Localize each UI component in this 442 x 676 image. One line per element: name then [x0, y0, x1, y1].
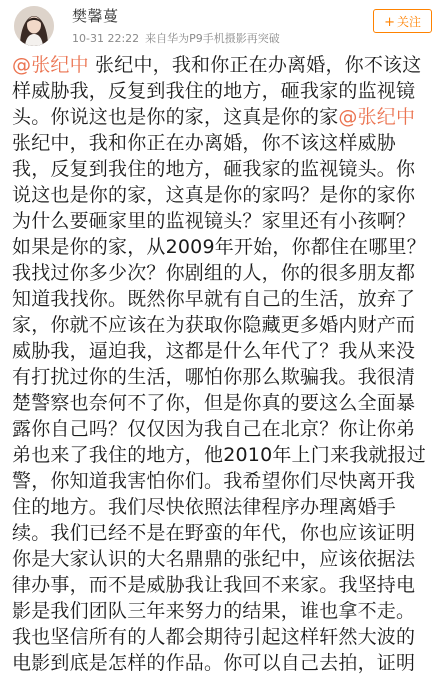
post-source[interactable]: 来自华为P9手机摄影再突破 [145, 32, 280, 45]
post-header [0, 0, 442, 58]
mention-link[interactable]: @张纪中 [338, 106, 416, 128]
post-text-segment: 张纪中，我和你正在办离婚，你不该这样威胁我，反复到我住的地方，砸我家的监视镜头。你说这也是你的家，这真是你的家吗？是你的家你为什么要砸家里的监视镜头？家里还有小孩啊？如果是你的家，从2009年开始，你都住在哪里？我找过你多少次？你剧组的人，你的很多朋友都知道我找你。既然你早就有自己的生活，放弃了家，你就不应该在为获取你隐藏更多婚内财产而威胁我，逼迫我，这都是什么年代了？我从来没有打扰过你的生活，哪怕你那么欺骗我。我很清楚警察也奈何不了你，但是你真的要这么全面暴露你自己吗？仅仅因为我自己在北京？你让你弟弟也来了我住的地方，他2010年上门来我就报过警，你知道我害怕你们。我希望你们尽快离开我住的地方。我们尽快依照法律程序办理离婚手续。我们已经不是在野蛮的年代，你也应该证明你是大家认识的大名鼎鼎的张纪中，应该依据法律办事，而不是威胁我让我回不来家。我坚持电影是我们团队三年来努力的结果，谁也拿不走。我也坚信所有的人都会期待引起这样轩然大波的电影到底是怎样的作品。你可以自己去拍，证明 [12, 132, 426, 674]
follow-label: 关注 [396, 15, 421, 29]
avatar[interactable] [14, 6, 54, 46]
follow-button[interactable] [373, 9, 432, 33]
post-text [12, 52, 430, 676]
post-meta [72, 30, 280, 46]
avatar-photo-icon [14, 6, 54, 46]
user-name[interactable]: 樊馨蔓 [72, 7, 119, 25]
post-time: 10-31 22:22 [72, 32, 140, 45]
mention-link[interactable]: @张纪中 [12, 54, 89, 76]
plus-icon: + [384, 15, 395, 30]
post-text-segment: 张纪中，我和你正在办离婚，你不该这样威胁我，反复到我住的地方，砸我家的监视镜头。你说这也是你的家，这真是你的家 [12, 54, 422, 128]
